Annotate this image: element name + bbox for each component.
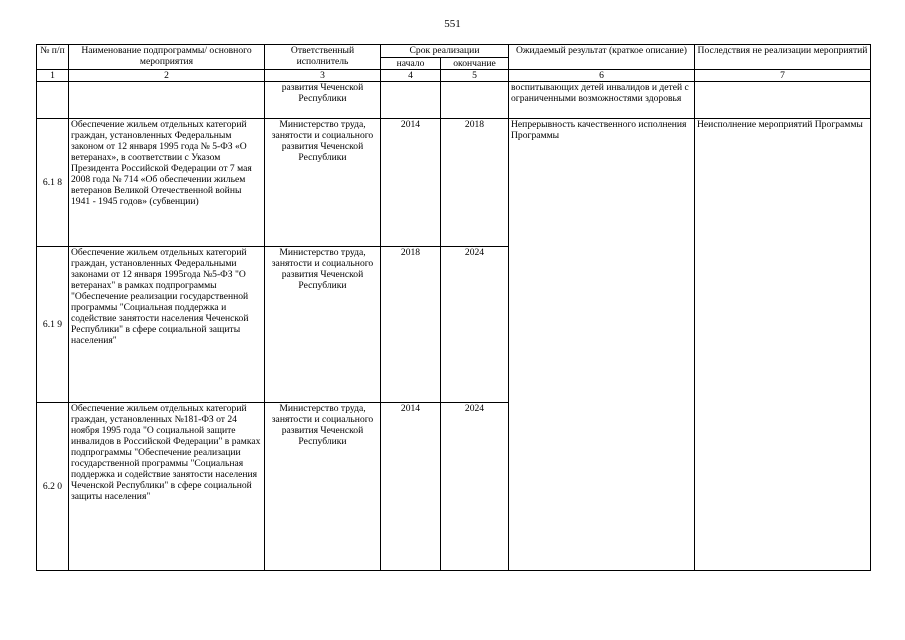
column-number: 7 (695, 70, 871, 82)
page-number: 551 (444, 18, 461, 30)
column-number: 2 (69, 70, 265, 82)
start-year: 2014 (381, 403, 441, 571)
empty-cell (695, 82, 871, 119)
end-year: 2024 (441, 403, 509, 571)
header-name: Наименование подпрограммы/ основного мероприятия (69, 45, 265, 70)
expected-result: Непрерывность качественного исполнения Программы (509, 119, 695, 571)
header-result: Ожидаемый результат (краткое описание) (509, 45, 695, 70)
continuation-executor: развития Чеченской Республики (265, 82, 381, 119)
column-number: 3 (265, 70, 381, 82)
empty-cell (69, 82, 265, 119)
continuation-row (37, 82, 871, 119)
header-row-top (37, 45, 871, 58)
header-end: окончание (441, 58, 509, 70)
row-number: 6.1 9 (37, 247, 69, 403)
header-num: № п/п (37, 45, 69, 70)
continuation-result: воспитывающих детей инвалидов и детей с ограниченными возможностями здоровья (509, 82, 695, 119)
measure-name: Обеспечение жильем отдельных категорий граждан, установленных Федеральным законом от 12 января 1995 года № 5-ФЗ «О ветеранах», в соответствии с Указом Президента Российской Федерации от 7 мая 2008 года № 714 «Об обеспечении жильем ветеранов Великой Отечественной войны 1941 - 1945 годов» (субвенции) (69, 119, 265, 247)
header-start: начало (381, 58, 441, 70)
consequences: Неисполнение мероприятий Программы (695, 119, 871, 571)
header-executor: Ответственный исполнитель (265, 45, 381, 70)
start-year: 2018 (381, 247, 441, 403)
column-number: 4 (381, 70, 441, 82)
column-numbers-row (37, 70, 871, 82)
empty-cell (441, 82, 509, 119)
header-period: Срок реализации (381, 45, 509, 58)
column-number: 5 (441, 70, 509, 82)
row-number: 6.1 8 (37, 119, 69, 247)
measure-name: Обеспечение жильем отдельных категорий граждан, установленных Федеральными законами от 12 января 1995года №5-ФЗ "О ветеранах" в рамках подпрограммы "Обеспечение реализации государственной программы "Социальная поддержка и содействие занятости населения Чеченской Республики" в сфере социальной защиты населения" (69, 247, 265, 403)
executor: Министерство труда, занятости и социального развития Чеченской Республики (265, 247, 381, 403)
empty-cell (381, 82, 441, 119)
measure-name: Обеспечение жильем отдельных категорий граждан, установленных №181-ФЗ от 24 ноября 1995 года "О социальной защите инвалидов в Российской Федерации" в рамках подпрограммы "Обеспечение реализации государственной программы "Социальная поддержка и содействие занятости населения Чеченской Республики" в сфере социальной защиты населения" (69, 403, 265, 571)
start-year: 2014 (381, 119, 441, 247)
empty-cell (37, 82, 69, 119)
executor: Министерство труда, занятости и социального развития Чеченской Республики (265, 119, 381, 247)
row-number: 6.2 0 (37, 403, 69, 571)
column-number: 6 (509, 70, 695, 82)
end-year: 2018 (441, 119, 509, 247)
table-row (37, 119, 871, 247)
executor: Министерство труда, занятости и социального развития Чеченской Республики (265, 403, 381, 571)
header-consequences: Последствия не реализации мероприятий (695, 45, 871, 70)
column-number: 1 (37, 70, 69, 82)
end-year: 2024 (441, 247, 509, 403)
program-measures-table (36, 44, 871, 571)
